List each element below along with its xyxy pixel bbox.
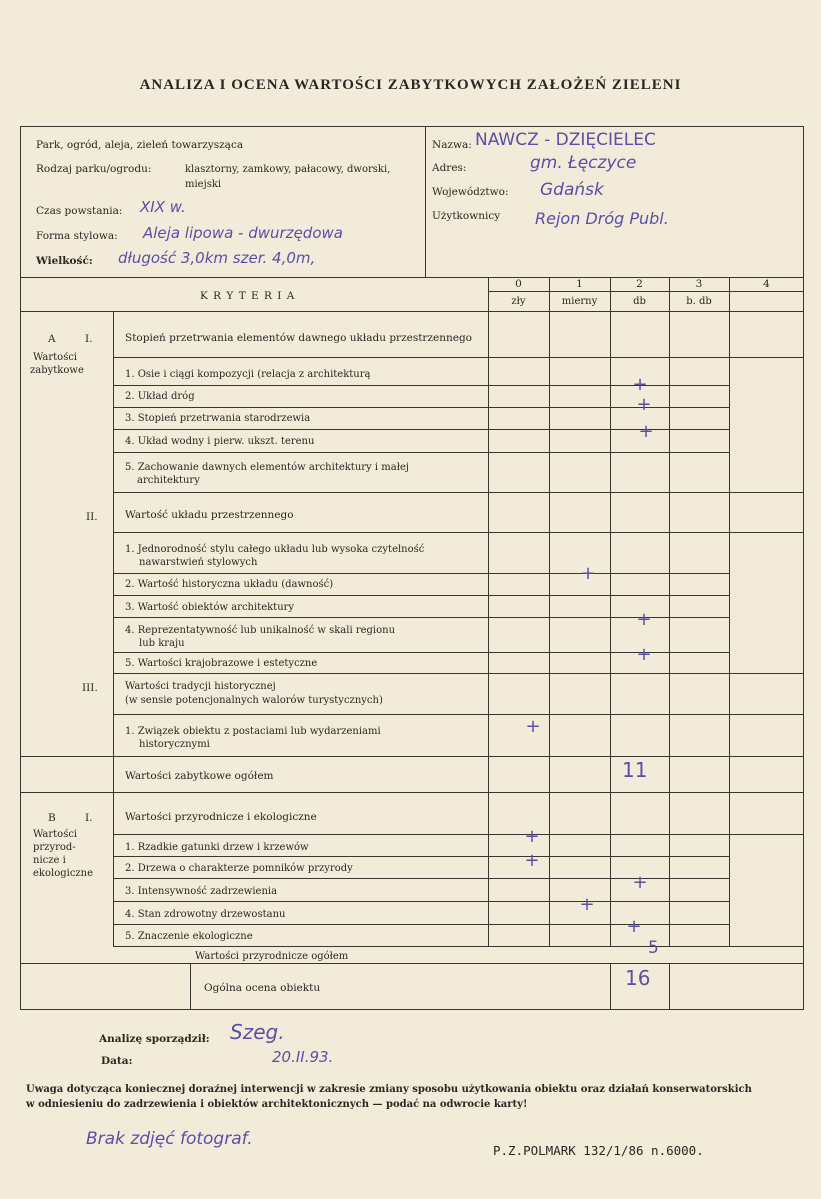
item-a1-5: 5. Zachowanie dawnych elementów architektury i małej: [125, 462, 409, 473]
uzytkownicy-value: Rejon Dróg Publ.: [535, 209, 669, 228]
b-total-label: Wartości przyrodnicze ogółem: [195, 951, 349, 962]
mark-a2-5: +: [636, 644, 652, 665]
score-label-1: mierny: [561, 296, 598, 307]
item-a2-1b: nawarstwień stylowych: [139, 557, 258, 568]
section-a-roman-3: III.: [82, 682, 98, 694]
a-total-value: 11: [622, 758, 648, 782]
header-mid-line: [488, 291, 804, 292]
mark-b1-3: +: [632, 872, 648, 893]
mark-b1-4: +: [579, 894, 595, 915]
uwaga-line-1: Uwaga dotycząca koniecznej doraźnej interwencji w zakresie zmiany sposobu użytkowania obiektu oraz działań konserwatorskich: [26, 1084, 752, 1095]
item-a1-5b: architektury: [137, 475, 200, 486]
score-4: 4: [763, 278, 770, 290]
overall-value-line-r: [669, 963, 670, 1010]
wojewodztwo-value: Gdańsk: [540, 180, 604, 200]
info-divider: [425, 127, 426, 277]
item-a2-4: 4. Reprezentatywność lub unikalność w skali regionu: [125, 625, 396, 636]
item-b1-2: 2. Drzewa o charakterze pomników przyrody: [125, 863, 353, 874]
rule-a2-1: [113, 573, 729, 574]
mark-a2-2: +: [580, 563, 596, 584]
mark-a1-4: +: [638, 421, 654, 442]
mark-a1-2: +: [636, 394, 652, 415]
col-line-4: [729, 277, 730, 947]
rule-b1-3: [113, 901, 729, 902]
mark-a3-1: +: [525, 716, 541, 737]
section-b-name-2: przyrod-: [33, 842, 76, 853]
handwritten-note: Brak zdjęć fotograf.: [86, 1129, 253, 1149]
score-label-3: b. db: [686, 296, 712, 307]
mark-a2-4: +: [636, 609, 652, 630]
item-a1-3: 3. Stopień przetrwania starodrzewia: [125, 413, 311, 424]
score-2: 2: [636, 278, 643, 290]
mark-b1-5: +: [626, 916, 642, 937]
czas-label: Czas powstania:: [36, 205, 123, 217]
rule-a1-top: [113, 357, 804, 358]
item-b1-1: 1. Rzadkie gatunki drzew i krzewów: [125, 842, 309, 853]
col-line-3: [669, 277, 670, 947]
item-a2-5: 5. Wartości krajobrazowe i estetyczne: [125, 658, 318, 669]
wojewodztwo-label: Województwo:: [432, 186, 509, 198]
rule-b1-top: [113, 834, 804, 835]
item-a2-4b: lub kraju: [139, 638, 185, 649]
rule-a3-top: [113, 714, 804, 715]
data-value: 20.II.93.: [272, 1048, 334, 1066]
item-b1-4: 4. Stan zdrowotny drzewostanu: [125, 909, 286, 920]
section-b-letter: B: [48, 812, 56, 824]
score-0: 0: [515, 278, 522, 290]
score-1: 1: [576, 278, 583, 290]
data-label: Data:: [101, 1055, 133, 1067]
rodzaj-label: Rodzaj parku/ogrodu:: [36, 163, 152, 175]
rule-b1-bottom: [113, 946, 804, 947]
item-a3-1b: historycznymi: [139, 739, 210, 750]
adres-label: Adres:: [432, 162, 467, 174]
b-total-value: 5: [648, 938, 659, 958]
item-a2-1: 1. Jednorodność stylu całego układu lub wysoka czytelność: [125, 544, 425, 555]
section-a-name-1: Wartości: [33, 352, 78, 363]
mark-a1-1: +: [632, 374, 648, 395]
rule-a2-2: [113, 595, 729, 596]
a-total-label: Wartości zabytkowe ogółem: [125, 770, 274, 782]
item-a2-2: 2. Wartość historyczna układu (dawność): [125, 579, 334, 590]
score-label-2: db: [633, 296, 646, 307]
score-3: 3: [695, 278, 703, 290]
col-line-2: [610, 277, 611, 947]
wielkosc-value: długość 3,0km szer. 4,0m,: [118, 249, 316, 267]
item-a2-3: 3. Wartość obiektów architektury: [125, 602, 295, 613]
item-a1-1: 1. Osie i ciągi kompozycji (relacja z architekturą: [125, 369, 371, 380]
rule-a2-bottom: [113, 673, 804, 674]
section-a-roman-1: I.: [85, 333, 93, 345]
czas-value: XIX w.: [140, 198, 186, 216]
item-b1-5: 5. Znaczenie ekologiczne: [125, 931, 253, 942]
group-a3-title-2: (w sensie potencjonalnych walorów turystycznych): [125, 695, 383, 706]
uzytkownicy-label: Użytkownicy: [432, 210, 501, 222]
group-a1-title: Stopień przetrwania elementów dawnego układu przestrzennego: [125, 332, 472, 344]
overall-label: Ogólna ocena obiektu: [204, 982, 321, 994]
analize-label: Analizę sporządził:: [99, 1033, 210, 1045]
item-a1-4: 4. Układ wodny i pierw. ukszt. terenu: [125, 436, 315, 447]
overall-value-line-l: [610, 963, 611, 1010]
item-a3-1: 1. Związek obiektu z postaciami lub wydarzeniami: [125, 726, 381, 737]
adres-value: gm. Łęczyce: [530, 153, 637, 173]
forma-value: Aleja lipowa - dwurzędowa: [143, 224, 343, 242]
section-b-name-1: Wartości: [33, 829, 78, 840]
park-label: Park, ogród, aleja, zieleń towarzysząca: [36, 139, 244, 151]
section-b-name-4: ekologiczne: [33, 868, 94, 879]
section-b-name-3: nicze i: [33, 855, 66, 866]
uwaga-line-2: w odniesieniu do zadrzewienia i obiektów architektonicznych — podać na odwrocie karty!: [26, 1099, 528, 1110]
rule-a1-bottom: [113, 492, 804, 493]
overall-value: 16: [625, 966, 651, 990]
group-a3-title-1: Wartości tradycji historycznej: [125, 681, 276, 692]
mark-b1-2: +: [524, 850, 540, 871]
section-b-roman-1: I.: [85, 812, 93, 824]
kryteria-header: K R Y T E R I A: [200, 290, 296, 302]
header-bottom-line: [20, 311, 804, 312]
col-line-0: [488, 277, 489, 947]
rodzaj-options: klasztorny, zamkowy, pałacowy, dworski,: [185, 164, 391, 175]
group-a2-title: Wartość układu przestrzennego: [125, 509, 294, 521]
score-label-0: zły: [511, 296, 526, 307]
item-a1-2: 2. Układ dróg: [125, 391, 195, 402]
rule-a2-top: [113, 532, 804, 533]
rodzaj-options-2: miejski: [185, 179, 222, 190]
forma-label: Forma stylowa:: [36, 230, 118, 242]
printer-mark: P.Z.POLMARK 132/1/86 n.6000.: [493, 1143, 704, 1158]
analize-signature: Szeg.: [230, 1020, 285, 1044]
overall-left-line: [190, 963, 191, 1010]
nazwa-value: NAWCZ - DZIĘCIELEC: [475, 130, 656, 150]
wielkosc-label: Wielkość:: [36, 255, 93, 267]
section-a-letter: A: [48, 333, 56, 345]
section-a-name-2: zabytkowe: [30, 365, 84, 376]
item-b1-3: 3. Intensywność zadrzewienia: [125, 886, 278, 897]
group-b1-title: Wartości przyrodnicze i ekologiczne: [125, 811, 317, 823]
rule-a3-bottom: [20, 756, 804, 757]
mark-b1-1: +: [524, 826, 540, 847]
rule-b1-1: [113, 856, 729, 857]
col-line-1: [549, 277, 550, 947]
section-a-roman-2: II.: [86, 511, 98, 523]
rule-a-total-bottom: [20, 792, 804, 793]
rule-b-total-bottom: [20, 963, 804, 964]
page-title: ANALIZA I OCENA WARTOŚCI ZABYTKOWYCH ZAŁOŻEŃ ZIELENI: [139, 77, 682, 93]
nazwa-label: Nazwa:: [432, 139, 472, 151]
rule-a1-4: [113, 452, 729, 453]
